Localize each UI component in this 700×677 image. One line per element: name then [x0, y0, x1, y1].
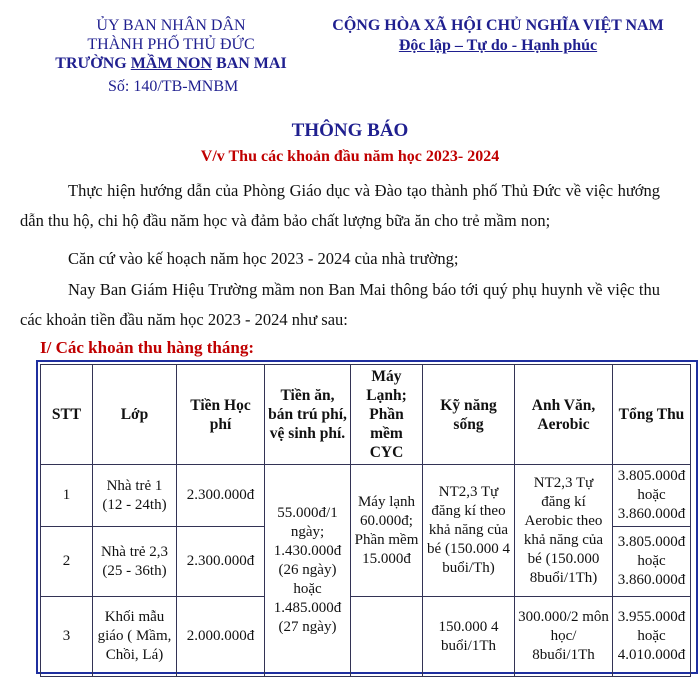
- cell-lop: Nhà trẻ 2,3 (25 - 36th): [93, 527, 177, 597]
- paragraph-2-text: Căn cứ vào kế hoạch năm học 2023 - 2024 của nhà trường;: [68, 249, 459, 268]
- cell-hoc-phi: 2.300.000đ: [177, 527, 265, 597]
- cell-hoc-phi: 2.000.000đ: [177, 597, 265, 677]
- cell-tong-thu: 3.805.000đ hoặc 3.860.000đ: [613, 465, 691, 527]
- authority-line-1: ỦY BAN NHÂN DÂN: [96, 17, 246, 34]
- page-subtitle: V/v Thu các khoản đầu năm học 2023- 2024: [200, 148, 500, 165]
- header-tong-thu: Tổng Thu: [613, 365, 691, 465]
- paragraph-1: [20, 176, 660, 236]
- cell-stt: 3: [41, 597, 93, 677]
- national-title: CỘNG HÒA XÃ HỘI CHỦ NGHĨA VIỆT NAM: [332, 17, 664, 34]
- school-name: [40, 54, 302, 73]
- header-left: [40, 16, 302, 73]
- cell-blank: [351, 597, 423, 677]
- cell-hoc-phi: 2.300.000đ: [177, 465, 265, 527]
- cell-lop: Nhà trẻ 1 (12 - 24th): [93, 465, 177, 527]
- header-anh-van: Anh Văn, Aerobic: [515, 365, 613, 465]
- school-name-underlined: MẦM NON: [130, 55, 213, 72]
- section-title: I/ Các khoản thu hàng tháng:: [40, 338, 254, 357]
- header-tien-an: Tiền ăn, bán trú phí, vệ sinh phí.: [265, 365, 351, 465]
- table-row: [41, 465, 691, 527]
- cell-tong-thu: 3.805.000đ hoặc 3.860.000đ: [613, 527, 691, 597]
- header-right: [318, 16, 678, 56]
- paragraph-2: [20, 244, 660, 274]
- paragraph-3-text: Nay Ban Giám Hiệu Trường mầm non Ban Mai thông báo tới quý phụ huynh về việc thu các khoản tiền đầu năm học 2023 - 2024 như sau:: [20, 280, 660, 329]
- cell-stt: 1: [41, 465, 93, 527]
- document-number: Số: 140/TB-MNBM: [108, 78, 239, 95]
- paragraph-1-text: Thực hiện hướng dẫn của Phòng Giáo dục và Đào tạo thành phố Thủ Đức về việc hướng dẫn thu hộ, chi hộ đầu năm học và đảm bảo chất lượng bữa ăn cho trẻ mầm non;: [20, 181, 660, 230]
- cell-lop: Khối mẫu giáo ( Mầm, Chồi, Lá): [93, 597, 177, 677]
- fee-table: [40, 364, 691, 677]
- paragraph-3: [20, 275, 660, 335]
- national-motto: Độc lập – Tự do - Hạnh phúc: [398, 37, 598, 54]
- school-name-post: BAN MAI: [212, 55, 287, 72]
- cell-anh-van: NT2,3 Tự đăng kí Aerobic theo khả năng của bé (150.000 8buổi/1Th): [515, 465, 613, 597]
- cell-stt: 2: [41, 527, 93, 597]
- table-row: [41, 597, 691, 677]
- cell-tong-thu: 3.955.000đ hoặc 4.010.000đ: [613, 597, 691, 677]
- cell-may-lanh: Máy lạnh 60.000đ; Phần mềm 15.000đ: [351, 465, 423, 597]
- authority-line-2: THÀNH PHỐ THỦ ĐỨC: [87, 36, 255, 53]
- cell-anh-van: 300.000/2 môn học/ 8buổi/1Th: [515, 597, 613, 677]
- header-lop: Lớp: [93, 365, 177, 465]
- header-may-lanh: Máy Lạnh; Phần mềm CYC: [351, 365, 423, 465]
- cell-ky-nang: NT2,3 Tự đăng kí theo khả năng của bé (150.000 4 buổi/Th): [423, 465, 515, 597]
- school-name-pre: TRƯỜNG: [55, 55, 131, 72]
- header-stt: STT: [41, 365, 93, 465]
- header-hoc-phi: Tiền Học phí: [177, 365, 265, 465]
- page-title: THÔNG BÁO: [291, 120, 409, 141]
- cell-ky-nang: 150.000 4 buổi/1Th: [423, 597, 515, 677]
- header-ky-nang: Kỹ năng sống: [423, 365, 515, 465]
- table-header-row: [41, 365, 691, 465]
- cell-tien-an: 55.000đ/1 ngày; 1.430.000đ (26 ngày) hoặc 1.485.000đ (27 ngày): [265, 465, 351, 677]
